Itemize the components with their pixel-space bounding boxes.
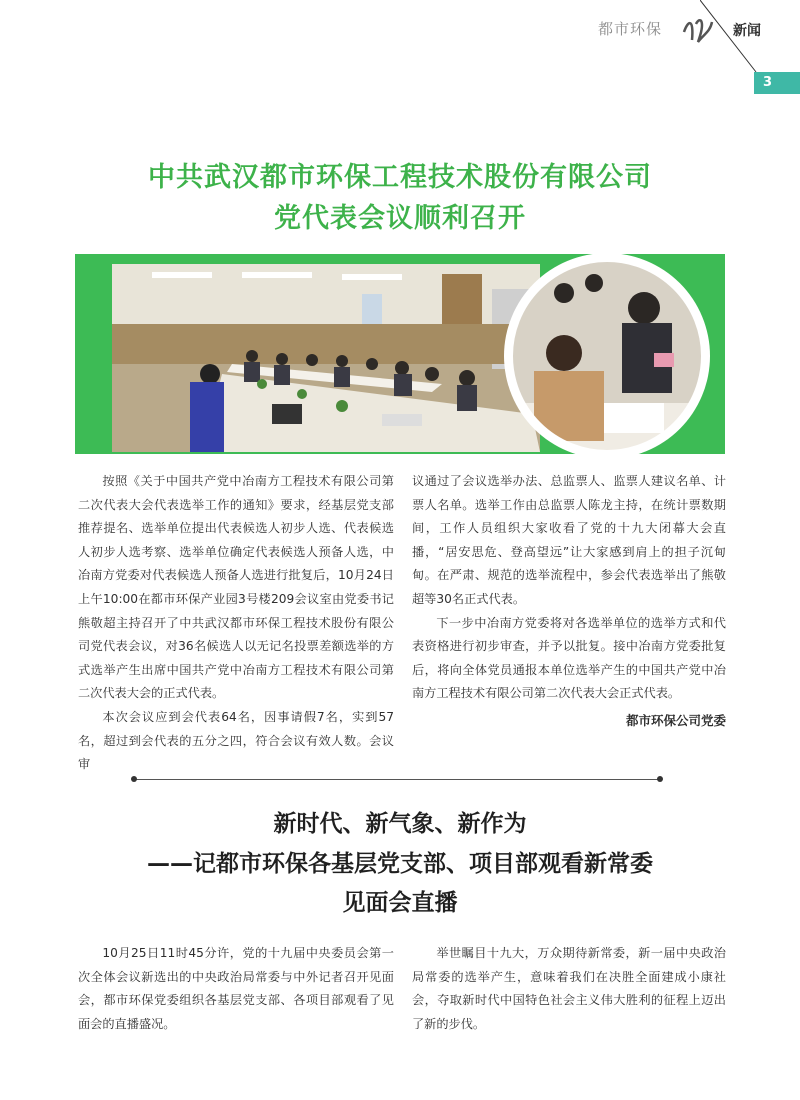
article2-paragraph: 10月25日11时45分许，党的十九届中央委员会第一次全体会议新选出的中央政治局常委与中外记者召开见面会，都市环保党委组织各基层党支部、各项目部观看了见面会的直播盛况。 [78,946,394,1031]
header-diagonal-line [700,0,780,80]
article1-paragraph: 本次会议应到会代表64名，因事请假7名，实到57名，超过到会代表的五分之四，符合会议有效人数。会议审 [78,709,394,772]
article1-title-line1: 中共武汉都市环保工程技术股份有限公司 [148,162,652,193]
page-number: 3 [754,72,800,94]
article2-title-line3: 见面会直播 [342,890,458,916]
article2-title-line2: ——记都市环保各基层党支部、项目部观看新常委 [147,851,653,877]
article1-column1 [78,470,394,777]
article1-paragraph: 议通过了会议选举办法、总监票人、监票人建议名单、计票人名单。选举工作由总监票人陈龙主持，在统计票数期间，工作人员组织大家收看了党的十九大闭幕大会直播，“居安思危、登高望远”让大家感到肩上的担子沉甸甸。在严肃、规范的选举流程中，参会代表选举出了熊敬超等30名正式代表。 [412,474,726,606]
meeting-room-photo [112,264,540,452]
delegates-voting-photo [504,253,710,459]
section-divider [134,779,660,780]
article1-paragraph: 下一步中冶南方党委将对各选举单位的选举方式和代表资格进行初步审查，并予以批复。接中冶南方党委批复后，将向全体党员通报本单位选举产生的中国共产党中冶南方工程技术有限公司第二次代表大会正式代表。 [412,615,726,701]
article1-paragraph: 按照《关于中国共产党中冶南方工程技术有限公司第二次代表大会代表选举工作的通知》要求，经基层党支部推荐提名、选举单位提出代表候选人初步人选、代表候选人初步人选考察、选举单位确定代表候选人预备人选，中冶南方党委对代表候选人预备人选进行批复后，10月24日上午10:00在都市环保产业园3号楼209会议室由党委书记熊敬超主持召开了中共武汉都市环保工程技术股份有限公司党代表会议，对36名候选人以无记名投票差额选举的方式选举产生出席中国共产党中冶南方工程技术有限公司第二次代表大会的正式代表。 [78,474,394,701]
article1-title-line2: 党代表会议顺利召开 [274,203,526,234]
article1-column2 [412,470,726,706]
divider-dot [657,776,663,782]
article2-paragraph: 举世瞩目十九大，万众期待新常委，新一届中央政治局常委的选举产生，意味着我们在决胜全面建成小康社会，夺取新时代中国特色社会主义伟大胜利的征程上迈出了新的步伐。 [412,946,726,1031]
magazine-logo-text: 都市环保 [598,20,663,38]
article1-signature: 都市环保公司党委 [625,713,726,728]
article2-column1 [78,942,394,1036]
article2-column2 [412,942,726,1036]
divider-dot [131,776,137,782]
article2-title-line1: 新时代、新气象、新作为 [273,811,527,837]
section-label: 新闻 [733,23,761,39]
